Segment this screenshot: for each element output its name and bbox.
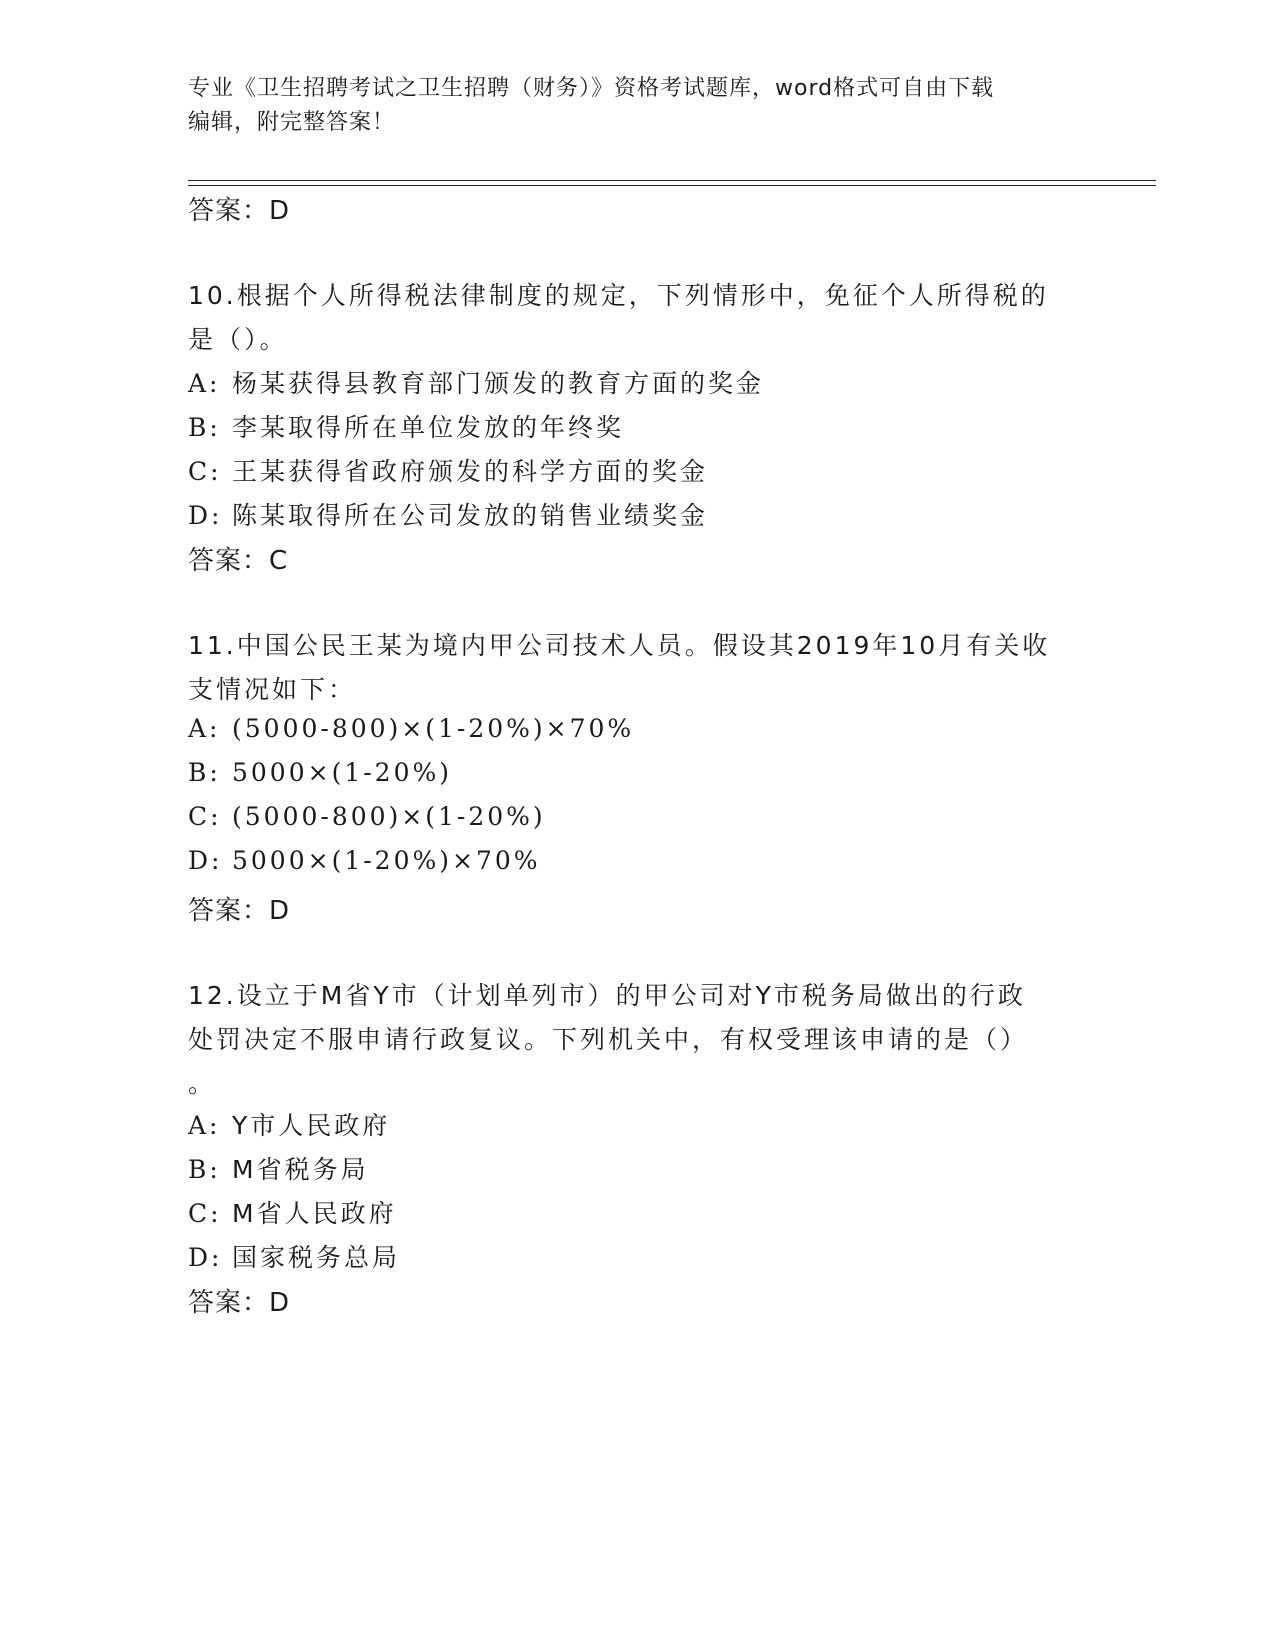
question-12-stem-line-1: 12.设立于M省Y市（计划单列市）的甲公司对Y市税务局做出的行政 (188, 981, 1026, 1010)
question-10-option-a (188, 364, 764, 400)
answer-label: 答案： (188, 546, 270, 576)
question-11-option-b (188, 758, 452, 787)
header-line-1: 专业《卫生招聘考试之卫生招聘（财务）》资格考试题库，word格式可自由下载 (188, 76, 995, 101)
question-11-option-a (188, 714, 634, 743)
question-12-option-b (188, 1150, 369, 1186)
question-12-stem-line-2: 处罚决定不服申请行政复议。下列机关中，有权受理该申请的是（） (188, 1025, 1029, 1054)
question-10-stem-line-2: 是（）。 (188, 325, 288, 354)
option-letter: C: (188, 1199, 222, 1228)
question-11-stem-line-2: 支情况如下： (188, 675, 357, 704)
option-text: 国家税务总局 (232, 1243, 401, 1272)
option-text: M省人民政府 (232, 1199, 397, 1228)
answer-label: 答案： (188, 1288, 270, 1318)
option-text: 陈某取得所在公司发放的销售业绩奖金 (232, 501, 709, 530)
question-11-answer (188, 890, 290, 927)
question-10-stem-line-1: 10.根据个人所得税法律制度的规定，下列情形中，免征个人所得税的 (188, 281, 1049, 310)
option-letter: D: (188, 501, 223, 530)
question-12-answer (188, 1282, 290, 1319)
option-letter: C: (188, 802, 222, 831)
option-text: 5000×(1-20%) (232, 758, 452, 787)
option-text: 杨某获得县教育部门颁发的教育方面的奖金 (232, 369, 765, 398)
document-header (188, 72, 1068, 140)
header-line-2: 编辑，附完整答案！ (188, 110, 396, 135)
answer-line-previous (188, 190, 290, 227)
option-letter: C: (188, 457, 222, 486)
question-11-stem-line-1: 11.中国公民王某为境内甲公司技术人员。假设其2019年10月有关收 (188, 631, 1051, 660)
question-12-option-c (188, 1194, 397, 1230)
option-text: 王某获得省政府颁发的科学方面的奖金 (232, 457, 709, 486)
option-text: 李某取得所在单位发放的年终奖 (232, 413, 625, 442)
question-10-answer (188, 540, 288, 577)
option-letter: A: (188, 1111, 221, 1140)
question-12-stem-line-3: 。 (188, 1069, 217, 1098)
option-letter: A: (188, 369, 221, 398)
option-text: M省税务局 (232, 1155, 369, 1184)
answer-label: 答案： (188, 196, 270, 226)
answer-value: D (269, 196, 291, 226)
question-12-option-a (188, 1106, 390, 1142)
option-letter: D: (188, 846, 223, 875)
option-letter: B: (188, 413, 221, 442)
answer-value: C (269, 546, 289, 576)
answer-label: 答案： (188, 896, 270, 926)
question-10-option-c (188, 452, 708, 488)
answer-value: D (269, 1288, 291, 1318)
question-11-option-c (188, 802, 546, 831)
option-letter: D: (188, 1243, 223, 1272)
option-text: (5000-800)×(1-20%)×70% (232, 714, 635, 743)
question-10-option-d (188, 496, 708, 532)
answer-value: D (269, 896, 291, 926)
question-12-option-d (188, 1238, 400, 1274)
question-11-option-d (188, 846, 541, 875)
option-text: 5000×(1-20%)×70% (232, 846, 541, 875)
option-text: (5000-800)×(1-20%) (232, 802, 546, 831)
header-divider-bottom (188, 185, 1156, 186)
option-letter: A: (188, 714, 221, 743)
question-10-option-b (188, 408, 624, 444)
option-letter: B: (188, 1155, 221, 1184)
header-divider-top (188, 180, 1156, 181)
option-text: Y市人民政府 (232, 1111, 391, 1140)
option-letter: B: (188, 758, 221, 787)
